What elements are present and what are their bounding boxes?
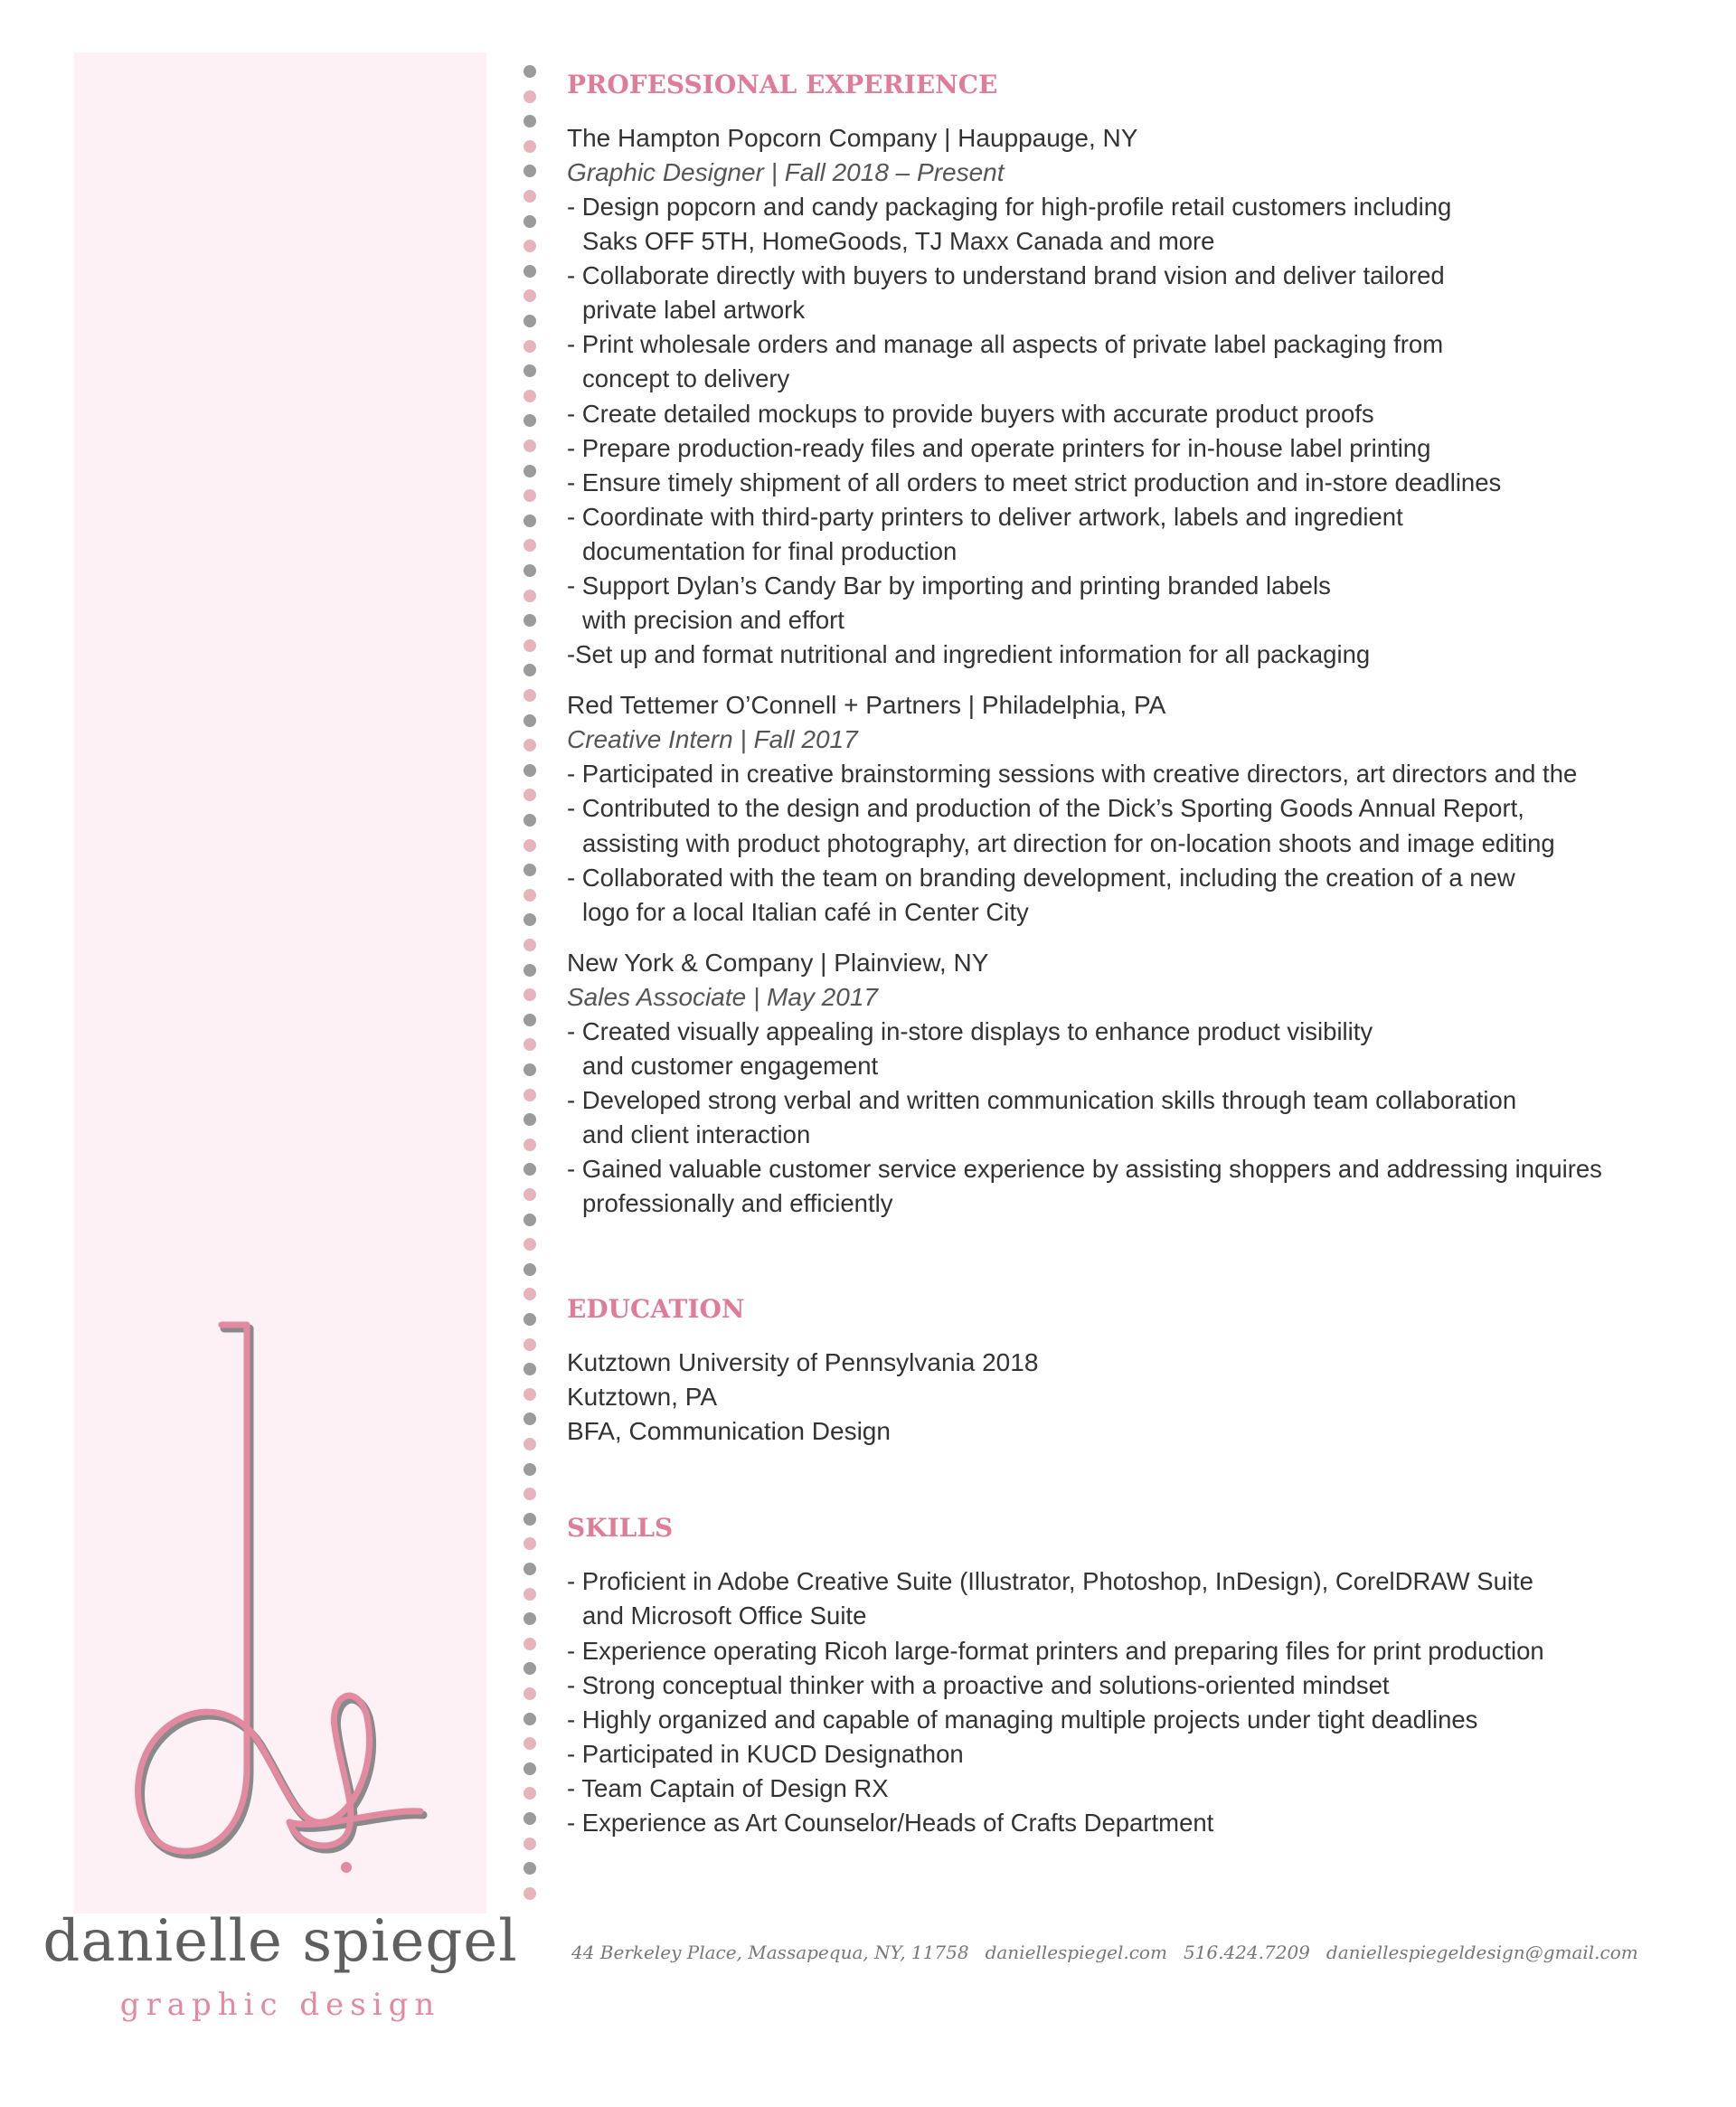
divider-dot (524, 964, 536, 977)
divider-dot (524, 664, 536, 676)
divider-dot (524, 913, 536, 926)
divider-dot (524, 364, 536, 377)
divider-dot (524, 1038, 536, 1051)
bullet-item: - Prepare production-ready files and operate printers for in-house label printing (567, 433, 1431, 462)
divider-dot (524, 140, 536, 153)
divider-dot (524, 789, 536, 801)
divider-dot (524, 115, 536, 128)
divider-dot (524, 1463, 536, 1476)
divider-dot (524, 1014, 536, 1026)
divider-dot (524, 539, 536, 552)
divider-dot (524, 1163, 536, 1176)
divider-dot (524, 1687, 536, 1700)
skills-heading: SKILLS (567, 1513, 674, 1544)
bullet-item: - Coordinate with third-party printers to deliver artwork, labels and ingredient documentation for final production (567, 502, 1403, 565)
divider-dot (524, 889, 536, 902)
divider-dot (524, 465, 536, 477)
brand-subtitle: graphic design (119, 1987, 441, 2023)
contact-email[interactable]: daniellespiegeldesign@gmail.com (1326, 1942, 1638, 1963)
divider-dot (524, 1263, 536, 1276)
bullet-item: - Design popcorn and candy packaging for high-profile retail customers including Saks OFF 5TH, HomeGoods, TJ Maxx Canada and more (567, 193, 1452, 256)
divider-dot (524, 1662, 536, 1675)
job-entry (567, 688, 1715, 929)
divider-dot (524, 1737, 536, 1750)
contact-website[interactable]: daniellespiegel.com (985, 1942, 1167, 1963)
divider-dot (524, 1113, 536, 1126)
job-company: New York & Company | Plainview, NY (567, 948, 989, 977)
job-bullets (567, 757, 1715, 929)
divider-dot (524, 614, 536, 627)
divider-dot (524, 1488, 536, 1500)
education-school: Kutztown University of Pennsylvania 2018 (567, 1348, 1039, 1377)
divider-dot (524, 1338, 536, 1351)
contact-footer (571, 1942, 1720, 1963)
contact-address: 44 Berkeley Place, Massapequa, NY, 11758 (571, 1942, 969, 1963)
divider-dot (524, 1388, 536, 1401)
job-role: Creative Intern | Fall 2017 (567, 725, 858, 754)
divider-dot (524, 1313, 536, 1326)
bullet-item: - Print wholesale orders and manage all aspects of private label packaging from concept to delivery (567, 330, 1444, 393)
divider-dot (524, 1438, 536, 1450)
bullet-item: - Contributed to the design and production of the Dick’s Sporting Goods Annual Report, assisting with product photography, art direction for on-location shoots and image editing (567, 794, 1555, 857)
divider-dot (524, 315, 536, 327)
divider-dot (524, 1638, 536, 1650)
divider-dot (524, 65, 536, 78)
divider-dot (524, 988, 536, 1001)
divider-dot (524, 240, 536, 252)
skill-item: - Experience as Art Counselor/Heads of Crafts Department (567, 1809, 1214, 1837)
divider-dot (524, 1537, 536, 1550)
experience-heading: PROFESSIONAL EXPERIENCE (567, 70, 998, 99)
divider-dot (524, 340, 536, 353)
job-bullets (567, 190, 1715, 672)
divider-dot (524, 739, 536, 751)
divider-dot (524, 190, 536, 203)
bullet-item: - Create detailed mockups to provide buyers with accurate product proofs (567, 399, 1374, 428)
divider-dot (524, 1063, 536, 1076)
skill-item: - Proficient in Adobe Creative Suite (Illustrator, Photoshop, InDesign), CorelDRAW Suite and Microsoft Office Suite (567, 1567, 1533, 1630)
bullet-item: - Developed strong verbal and written communication skills through team collaboration and client interaction (567, 1085, 1517, 1149)
divider-dot (524, 1563, 536, 1575)
divider-dot (524, 1787, 536, 1800)
divider-dot (524, 90, 536, 103)
divider-dot (524, 439, 536, 452)
divider-dot (524, 939, 536, 951)
skill-item: - Team Captain of Design RX (567, 1773, 889, 1802)
job-role: Graphic Designer | Fall 2018 – Present (567, 158, 1005, 186)
divider-dot (524, 1887, 536, 1900)
skill-item: - Strong conceptual thinker with a proactive and solutions-oriented mindset (567, 1670, 1390, 1699)
education-location: Kutztown, PA (567, 1383, 718, 1412)
divider-dot (524, 165, 536, 177)
divider-dot (524, 265, 536, 278)
education-degree: BFA, Communication Design (567, 1417, 891, 1446)
bullet-item: - Created visually appealing in-store displays to enhance product visibility and customer engagement (567, 1016, 1373, 1080)
contact-phone: 516.424.7209 (1183, 1942, 1310, 1963)
divider-dot (524, 764, 536, 777)
dotted-divider (524, 65, 540, 1919)
divider-dot (524, 414, 536, 427)
bullet-item: - Collaborated with the team on branding development, including the creation of a new logo for a local Italian café in Center City (567, 863, 1515, 926)
divider-dot (524, 1363, 536, 1375)
brand-name: danielle spiegel (42, 1908, 518, 1975)
divider-dot (524, 814, 536, 827)
education-heading: EDUCATION (567, 1294, 745, 1325)
job-bullets (567, 1015, 1715, 1222)
divider-dot (524, 1288, 536, 1300)
bullet-item: - Collaborate directly with buyers to understand brand vision and deliver tailored private label artwork (567, 261, 1445, 325)
bullet-item: - Participated in creative brainstorming sessions with creative directors, art directors and the (567, 760, 1578, 789)
divider-dot (524, 1413, 536, 1425)
resume-content (567, 65, 1715, 1840)
divider-dot (524, 1838, 536, 1850)
divider-dot (524, 1139, 536, 1151)
divider-dot (524, 689, 536, 702)
divider-dot (524, 1713, 536, 1725)
divider-dot (524, 1089, 536, 1101)
skills-list (567, 1564, 1715, 1840)
skill-item: - Highly organized and capable of managing multiple projects under tight deadlines (567, 1705, 1478, 1734)
divider-dot (524, 1188, 536, 1201)
divider-dot (524, 1238, 536, 1251)
divider-dot (524, 215, 536, 228)
divider-dot (524, 1812, 536, 1825)
bullet-item: - Gained valuable customer service experience by assisting shoppers and addressing inquires professionally and efficiently (567, 1155, 1602, 1218)
divider-dot (524, 714, 536, 727)
divider-dot (524, 1588, 536, 1601)
skill-item: - Experience operating Ricoh large-format printers and preparing files for print production (567, 1636, 1544, 1665)
divider-dot (524, 289, 536, 302)
divider-dot (524, 839, 536, 852)
ds-monogram-logo (131, 1316, 439, 1876)
divider-dot (524, 1214, 536, 1226)
bullet-item: -Set up and format nutritional and ingredient information for all packaging (567, 640, 1371, 669)
divider-dot (524, 590, 536, 602)
job-company: Red Tettemer O’Connell + Partners | Philadelphia, PA (567, 691, 1166, 720)
divider-dot (524, 639, 536, 652)
bullet-item: - Ensure timely shipment of all orders to meet strict production and in-store deadlines (567, 468, 1502, 496)
divider-dot (524, 1612, 536, 1625)
bullet-item: - Support Dylan’s Candy Bar by importing and printing branded labels with precision and effort (567, 572, 1331, 635)
job-role: Sales Associate | May 2017 (567, 982, 878, 1011)
divider-dot (524, 489, 536, 502)
job-entry (567, 946, 1715, 1222)
divider-dot (524, 1762, 536, 1775)
divider-dot (524, 1862, 536, 1875)
divider-dot (524, 1513, 536, 1526)
divider-dot (524, 864, 536, 876)
skill-item: - Participated in KUCD Designathon (567, 1739, 964, 1768)
job-company: The Hampton Popcorn Company | Hauppauge, NY (567, 124, 1138, 152)
job-entry (567, 121, 1715, 672)
divider-dot (524, 564, 536, 577)
divider-dot (524, 515, 536, 527)
divider-dot (524, 390, 536, 402)
